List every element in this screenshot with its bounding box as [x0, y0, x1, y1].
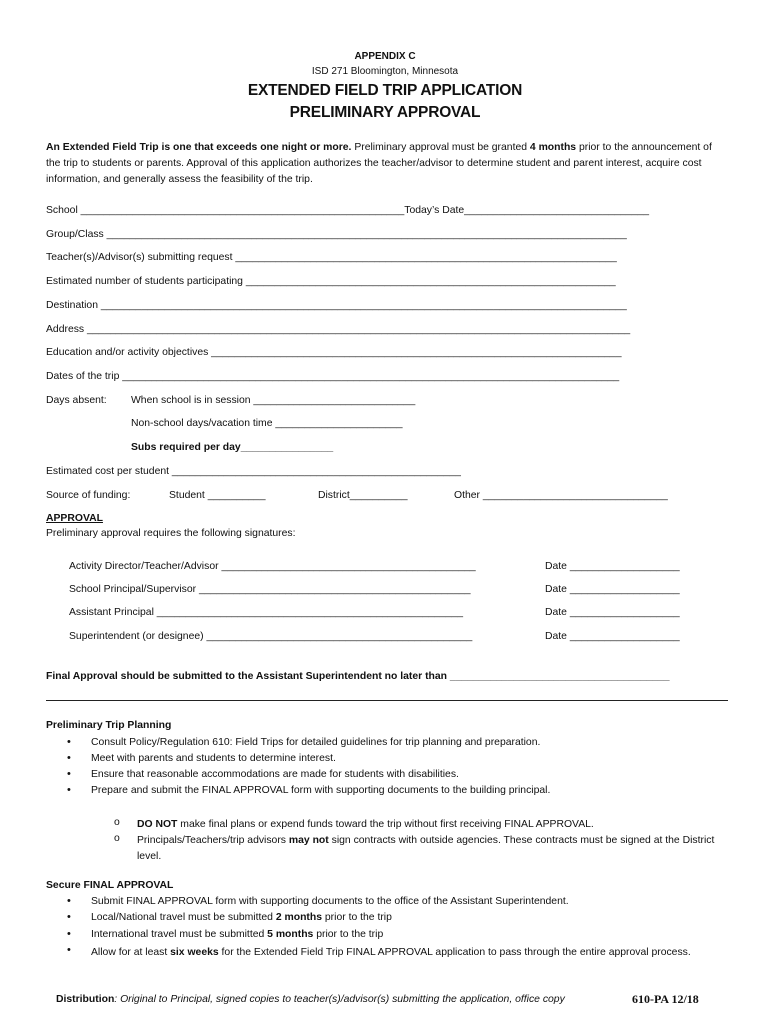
bullet-dot-icon: • — [67, 752, 71, 764]
subitem-bold: DO NOT — [137, 819, 178, 830]
group-field[interactable]: Group/Class __________________________________________________________________________________________ — [46, 229, 627, 240]
address-field[interactable]: Address ______________________________________________________________________________________________ — [46, 324, 631, 335]
section-divider — [46, 700, 728, 701]
secure-item — [91, 929, 383, 940]
distribution-label: Distribution — [56, 994, 115, 1005]
secure-item-text: prior to the trip — [322, 912, 392, 923]
in-session-field[interactable]: When school is in session ____________________________ — [131, 395, 416, 406]
signature-line-superintendent[interactable]: Superintendent (or designee) ______________________________________________ — [69, 631, 473, 642]
secure-approval-heading: Secure FINAL APPROVAL — [46, 880, 174, 891]
destination-field[interactable]: Destination ___________________________________________________________________________________________ — [46, 300, 627, 311]
subitem-text: sign contracts with outside agencies. These contracts must be signed at the District level. — [137, 835, 715, 862]
circle-bullet-icon: o — [114, 817, 120, 828]
bullet-dot-icon: • — [67, 768, 71, 780]
funding-other-field[interactable]: Other ________________________________ — [454, 490, 668, 501]
secure-item-bold: 5 months — [267, 929, 314, 940]
distribution-text: : Original to Principal, signed copies to teacher(s)/advisor(s) submitting the application, office copy — [114, 994, 565, 1005]
funding-student-field[interactable]: Student __________ — [169, 490, 266, 501]
distribution-note — [56, 994, 565, 1005]
final-approval-deadline[interactable]: Final Approval should be submitted to the Assistant Superintendent no later than ______________________________________ — [46, 671, 670, 682]
dates-field[interactable]: Dates of the trip ______________________________________________________________________________________ — [46, 371, 620, 382]
bullet-dot-icon: • — [67, 736, 71, 748]
days-absent-label: Days absent: — [46, 395, 107, 406]
objectives-field[interactable]: Education and/or activity objectives _______________________________________________________________________ — [46, 347, 622, 358]
signature-date-assistant-principal[interactable]: Date ___________________ — [545, 607, 680, 618]
planning-item: Ensure that reasonable accommodations are made for students with disabilities. — [91, 769, 459, 780]
form-number: 610-PA 12/18 — [632, 992, 699, 1006]
planning-item: Meet with parents and students to determine interest. — [91, 753, 336, 764]
page-subtitle: PRELIMINARY APPROVAL — [289, 104, 481, 121]
signature-date-superintendent[interactable]: Date ___________________ — [545, 631, 680, 642]
signature-line-assistant-principal[interactable]: Assistant Principal _____________________________________________________ — [69, 607, 464, 618]
planning-heading: Preliminary Trip Planning — [46, 720, 172, 731]
intro-paragraph — [46, 140, 726, 188]
subitem-text: Principals/Teachers/trip advisors — [137, 835, 289, 846]
cost-field[interactable]: Estimated cost per student __________________________________________________ — [46, 466, 461, 477]
district-label: ISD 271 Bloomington, Minnesota — [311, 66, 459, 77]
signature-date-school-principal[interactable]: Date ___________________ — [545, 584, 680, 595]
secure-item-text: Allow for at least — [91, 947, 171, 958]
non-school-days-field[interactable]: Non-school days/vacation time ______________________ — [131, 418, 403, 429]
appendix-label: APPENDIX C — [354, 51, 416, 62]
secure-item-text: prior to the trip — [313, 929, 384, 940]
planning-item: Prepare and submit the FINAL APPROVAL form with supporting documents to the building principal. — [91, 785, 551, 796]
funding-label: Source of funding: — [46, 490, 131, 501]
intro-text-b: prior to the announcement of the trip to students or parents. Approval of this application authorizes the teacher/advisor to determine student and parent interest, acquire cost information, and generally assess the feasibility of the trip. — [46, 142, 712, 185]
secure-item: Submit FINAL APPROVAL form with supporting documents to the office of the Assistant Superintendent. — [91, 896, 569, 907]
funding-district-field[interactable]: District__________ — [318, 490, 408, 501]
subitem-text: make final plans or expend funds toward the trip without first receiving FINAL APPROVAL. — [177, 819, 594, 830]
intro-bold-months: 4 months — [529, 142, 577, 153]
secure-item — [91, 912, 392, 923]
approval-heading: APPROVAL — [46, 513, 103, 524]
subitem-bold: may not — [288, 835, 329, 846]
secure-item — [91, 945, 716, 961]
planning-item: Consult Policy/Regulation 610: Field Trips for detailed guidelines for trip planning and preparation. — [91, 737, 541, 748]
subs-required-field[interactable]: Subs required per day________________ — [131, 442, 334, 453]
intro-bold-lead: An Extended Field Trip is one that exceeds one night or more. — [46, 142, 352, 153]
secure-item-text: for the Extended Field Trip FINAL APPROVAL application to pass through the entire approval process. — [218, 947, 691, 958]
signature-date-activity-director[interactable]: Date ___________________ — [545, 561, 680, 572]
planning-subitem — [137, 817, 727, 833]
circle-bullet-icon: o — [114, 833, 120, 844]
bullet-dot-icon: • — [67, 928, 71, 940]
bullet-dot-icon: • — [67, 911, 71, 923]
secure-item-bold: 2 months — [275, 912, 323, 923]
bullet-dot-icon: • — [67, 895, 71, 907]
bullet-dot-icon: • — [67, 784, 71, 796]
students-count-field[interactable]: Estimated number of students participating ________________________________________________________________ — [46, 276, 616, 287]
intro-text-a: Preliminary approval must be granted — [351, 142, 530, 153]
page-title: EXTENDED FIELD TRIP APPLICATION — [247, 82, 523, 99]
signature-line-activity-director[interactable]: Activity Director/Teacher/Advisor ____________________________________________ — [69, 561, 476, 572]
teachers-field[interactable]: Teacher(s)/Advisor(s) submitting request __________________________________________________________________ — [46, 252, 617, 263]
bullet-dot-icon: • — [67, 944, 71, 956]
approval-subtext: Preliminary approval requires the following signatures: — [46, 528, 296, 539]
planning-subitem — [137, 833, 727, 865]
secure-item-bold: six weeks — [170, 947, 219, 958]
signature-line-school-principal[interactable]: School Principal/Supervisor _______________________________________________ — [69, 584, 471, 595]
school-field[interactable]: School ________________________________________________________Today’s Date________________________________ — [46, 205, 650, 216]
secure-item-text: Local/National travel must be submitted — [91, 912, 276, 923]
secure-item-text: International travel must be submitted — [91, 929, 268, 940]
